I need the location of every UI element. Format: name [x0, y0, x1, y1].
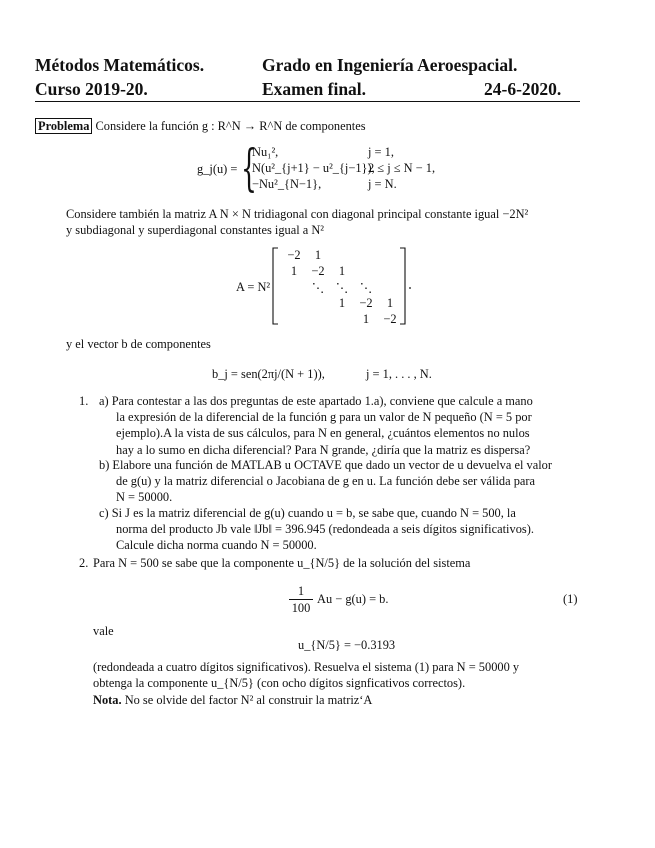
q2-after-line: (redondeada a cuatro dígitos significativos). Resuelva el sistema (1) para N = 50000 y [93, 660, 520, 674]
q1b [99, 457, 584, 506]
q1a-line: a) Para contestar a las dos preguntas de este apartado 1.a), conviene que calcule a mano [99, 394, 533, 408]
g-case-2-expr: N(u²_{j+1} − u²_{j−1}), [252, 161, 375, 175]
b-intro: y el vector b de componentes [66, 337, 211, 351]
problem-intro-line [35, 118, 366, 134]
matrix-cell: −2 [311, 264, 325, 278]
problem-intro: Considere la función g : R^N → R^N de componentes [95, 119, 366, 133]
problem-label: Problema [35, 118, 92, 134]
matrix-lhs: A = N² [236, 280, 271, 294]
matrix-cell: 1 [338, 264, 346, 278]
q1a-line: la expresión de la diferencial de la función g para un valor de N pequeño (N = 5 por [116, 410, 532, 425]
q2-equation: Au − g(u) = b. [317, 592, 389, 606]
note-text: No se olvide del factor N² al construir la matriz‘A [124, 693, 373, 707]
q2-frac-num: 1 [297, 584, 305, 598]
q2-frac-den: 100 [291, 601, 311, 615]
q2-number: 2. [79, 556, 89, 570]
g-brace: { [241, 139, 257, 197]
g-case-1-cond: j = 1, [368, 145, 394, 159]
q1b-line: de g(u) y la matriz diferencial o Jacobiana de g en u. La función debe ser válida para [116, 474, 536, 489]
header-course: Curso 2019-20. [35, 79, 148, 99]
header-title-left: Métodos Matemáticos. [35, 55, 205, 75]
header-exam: Examen final. [262, 79, 367, 99]
q2-intro: Para N = 500 se sabe que la componente u_{N/5} de la solución del sistema [93, 556, 471, 570]
q1c [99, 505, 584, 554]
note-label: Nota. [93, 693, 122, 707]
header-rule [35, 101, 580, 102]
q1c-line: c) Si J es la matriz diferencial de g(u) cuando u = b, se sabe que, cuando N = 500, la [99, 506, 516, 520]
g-case-1-expr: Nu₁², [252, 145, 279, 159]
header-title-right: Grado en Ingeniería Aeroespacial. [262, 55, 518, 75]
g-case-3-cond: j = N. [368, 177, 397, 191]
matrix-intro-1: Considere también la matriz A N × N tridiagonal con diagonal principal constante igual −2N² [66, 207, 529, 221]
matrix-cell: ⋱ [311, 281, 325, 295]
matrix-cell: 1 [290, 264, 298, 278]
b-def: b_j = sen(2πj/(N + 1)), [212, 367, 325, 381]
header-date: 24-6-2020. [484, 79, 562, 99]
q1a [99, 393, 584, 458]
g-case-2-cond: 2 ≤ j ≤ N − 1, [368, 161, 436, 175]
matrix-cell: −2 [383, 312, 397, 326]
matrix-cell: 1 [362, 312, 370, 326]
b-range: j = 1, . . . , N. [366, 367, 432, 381]
q1c-line: Calcule dicha norma cuando N = 50000. [116, 538, 317, 553]
q1a-line: ejemplo).A la vista de sus cálculos, para N en general, ¿cuántos elementos no nulos [116, 426, 530, 441]
q2-vale: vale [93, 624, 114, 638]
g-case-3-expr: −Nu²_{N−1}, [252, 177, 322, 191]
q2-value: u_{N/5} = −0.3193 [298, 638, 396, 652]
matrix-cell: 1 [386, 296, 394, 310]
q1c-line: norma del producto Jb vale ‖Jb‖ = 396.945 (redondeada a seis dígitos significativos). [116, 522, 534, 537]
q2-after-line: obtenga la componente u_{N/5} (con ocho dígitos signficativos correctos). [93, 676, 466, 690]
matrix-cell: 1 [338, 296, 346, 310]
g-lhs: g_j(u) = [197, 162, 238, 176]
matrix-cell: ⋱ [335, 281, 349, 295]
q2-eq-tag: (1) [563, 592, 578, 606]
note [93, 692, 372, 708]
matrix-cell: ⋱ [359, 281, 373, 295]
matrix-cell: 1 [314, 248, 322, 262]
matrix-cell: −2 [359, 296, 373, 310]
q1a-line: hay a lo sumo en dicha diferencial? Para N grande, ¿diría que la matriz es dispersa? [116, 442, 531, 457]
matrix-grid [283, 248, 403, 324]
q1b-line: N = 50000. [116, 490, 173, 505]
q1-number: 1. [79, 394, 89, 408]
matrix-intro-2: y subdiagonal y superdiagonal constantes igual a N² [66, 223, 325, 237]
q1b-line: b) Elabore una función de MATLAB u OCTAVE que dado un vector de u devuelva el valor [99, 458, 552, 472]
matrix-cell: −2 [287, 248, 301, 262]
